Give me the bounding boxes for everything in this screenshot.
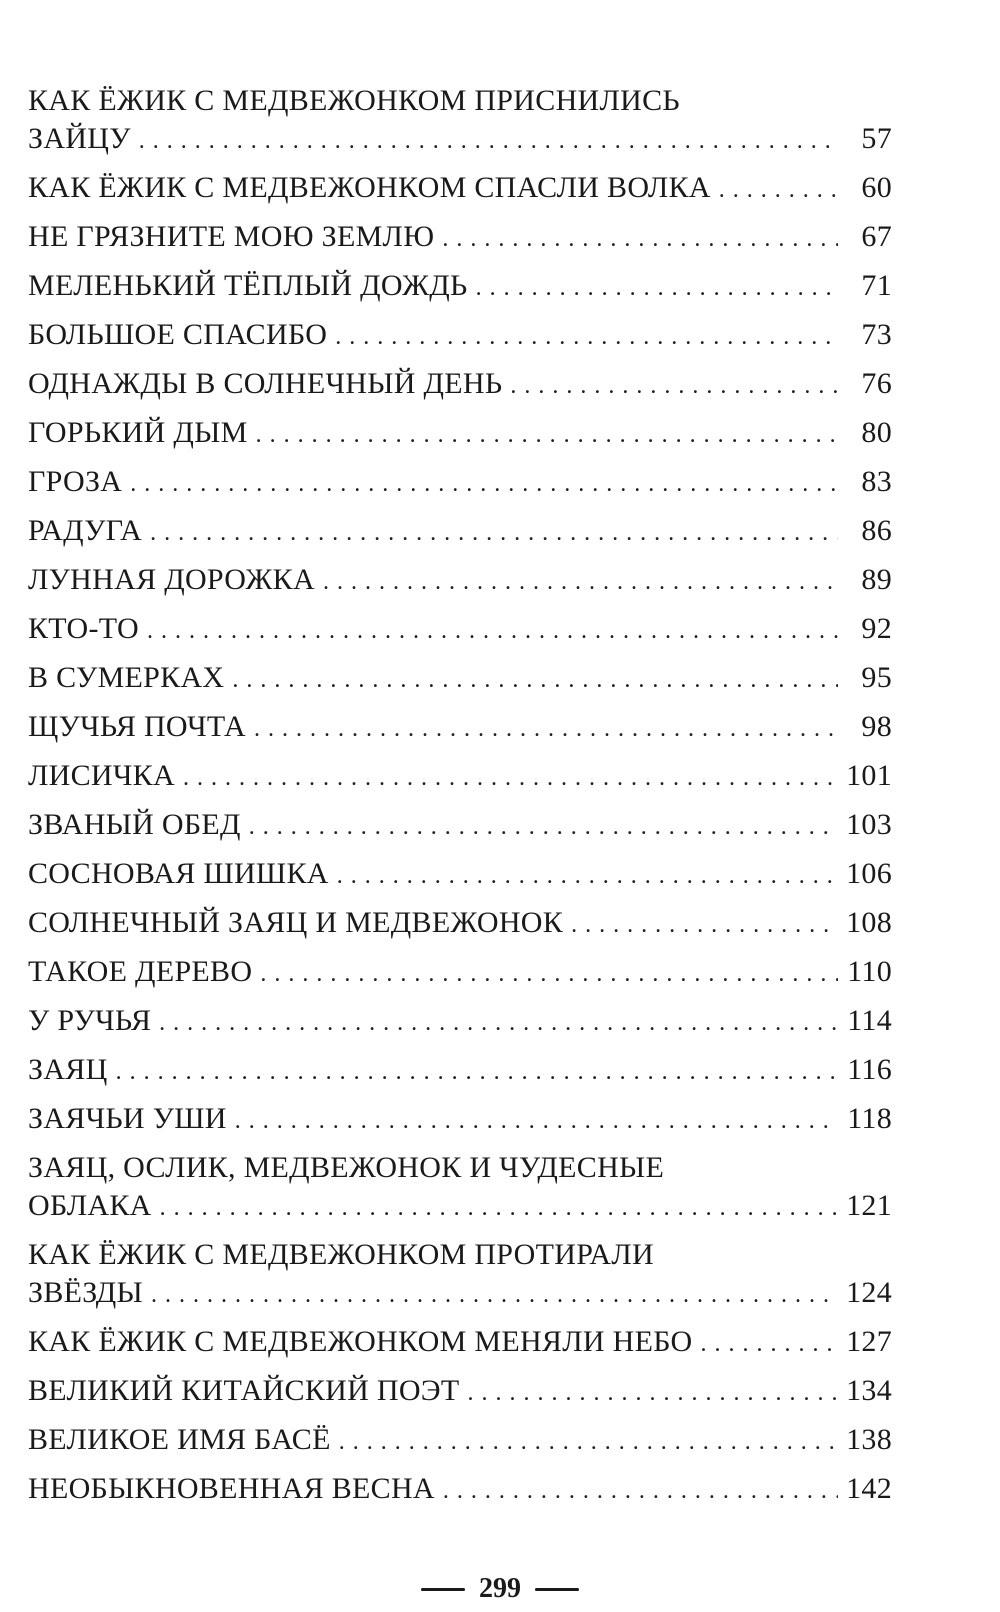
toc-entry-page: 121 <box>846 1189 892 1222</box>
dot-leader <box>160 1189 838 1227</box>
dot-leader <box>139 122 838 160</box>
toc-entry <box>28 1100 892 1138</box>
toc-entry <box>28 659 892 697</box>
toc-entry-page: 124 <box>846 1276 892 1309</box>
toc-entry-page: 134 <box>846 1374 892 1407</box>
dot-leader <box>442 220 838 258</box>
toc-entry-page: 73 <box>861 318 892 351</box>
dot-leader <box>335 318 838 356</box>
toc-entry-row <box>28 169 892 207</box>
toc-entry-page: 118 <box>847 1102 892 1135</box>
dot-leader <box>183 759 838 797</box>
toc-entry <box>28 1421 892 1459</box>
toc-entry-title: У РУЧЬЯ <box>28 1004 152 1037</box>
toc-entry-page: 76 <box>861 367 892 400</box>
toc-entry-title: КАК ЁЖИК С МЕДВЕЖОНКОМ ПРОТИРАЛИ <box>28 1238 654 1271</box>
dot-leader <box>323 563 838 601</box>
toc-entry-page: 80 <box>861 416 892 449</box>
dot-leader <box>256 416 838 454</box>
toc-entry-row <box>28 1470 892 1508</box>
toc-entry <box>28 1372 892 1410</box>
toc-entry-row <box>28 365 892 403</box>
toc-entry-title: СОЛНЕЧНЫЙ ЗАЯЦ И МЕДВЕЖОНОК <box>28 906 564 939</box>
dot-leader <box>150 514 838 552</box>
toc-entry-row <box>28 708 892 746</box>
toc-entry <box>28 1149 892 1225</box>
dot-leader <box>235 1102 838 1140</box>
toc-entry <box>28 82 892 158</box>
toc-entry-page: 110 <box>847 955 892 988</box>
toc-entry-title: ГРОЗА <box>28 465 123 498</box>
toc-entry-row <box>28 1100 892 1138</box>
toc-entry-row <box>28 1051 892 1089</box>
toc-entry-title: КАК ЁЖИК С МЕДВЕЖОНКОМ ПРИСНИЛИСЬ <box>28 84 680 117</box>
toc-entry <box>28 757 892 795</box>
toc-entry <box>28 414 892 452</box>
toc-entry-title: В СУМЕРКАХ <box>28 661 225 694</box>
toc-entry-title: СОСНОВАЯ ШИШКА <box>28 857 329 890</box>
toc-entry-row <box>28 659 892 697</box>
toc-entry-title: МЕЛЕНЬКИЙ ТЁПЛЫЙ ДОЖДЬ <box>28 269 468 302</box>
toc-entry <box>28 610 892 648</box>
toc-entry-title: РАДУГА <box>28 514 143 547</box>
toc-entry-row <box>28 120 892 158</box>
toc-entry-title: ВЕЛИКОЕ ИМЯ БАСЁ <box>28 1423 331 1456</box>
toc-entry-title: НЕОБЫКНОВЕННАЯ ВЕСНА <box>28 1472 435 1505</box>
toc-entry <box>28 904 892 942</box>
toc-entry <box>28 855 892 893</box>
toc-entry-page: 83 <box>861 465 892 498</box>
toc-entry <box>28 267 892 305</box>
toc-entry-row <box>28 757 892 795</box>
toc-entry <box>28 1470 892 1508</box>
toc-entry <box>28 169 892 207</box>
dot-leader <box>116 1053 838 1091</box>
dot-leader <box>249 808 838 846</box>
toc-entry <box>28 365 892 403</box>
toc-entry-page: 98 <box>861 710 892 743</box>
toc-entry-title: ЗАЯЦ <box>28 1053 108 1086</box>
toc-entry-row <box>28 1323 892 1361</box>
toc-entry-row <box>28 610 892 648</box>
toc-entry-page: 92 <box>861 612 892 645</box>
dot-leader <box>147 612 838 650</box>
toc-entry-row <box>28 855 892 893</box>
dot-leader <box>571 906 838 944</box>
toc-entry-title: БОЛЬШОЕ СПАСИБО <box>28 318 328 351</box>
toc-entry-title: ЗАЯЧЬИ УШИ <box>28 1102 227 1135</box>
toc-entry-page: 86 <box>861 514 892 547</box>
toc-entry-title: ЛИСИЧКА <box>28 759 175 792</box>
toc-entry-row <box>28 218 892 256</box>
toc-entry-page: 142 <box>846 1472 892 1505</box>
dot-leader <box>130 465 838 503</box>
toc-entry-row <box>28 904 892 942</box>
dot-leader <box>719 171 838 209</box>
dot-leader <box>476 269 838 307</box>
toc-entry-page: 67 <box>861 220 892 253</box>
toc-entry-row <box>28 561 892 599</box>
toc-entry-title: ЛУННАЯ ДОРОЖКА <box>28 563 315 596</box>
toc-entry <box>28 561 892 599</box>
toc-entry-title: ОДНАЖДЫ В СОЛНЕЧНЫЙ ДЕНЬ <box>28 367 503 400</box>
toc-entry-page: 116 <box>847 1053 892 1086</box>
toc-entry-row <box>28 806 892 844</box>
toc-entry-row <box>28 1421 892 1459</box>
toc-entry-title: ЗАЙЦУ <box>28 122 131 155</box>
toc-entry-page: 71 <box>861 269 892 302</box>
toc-entry-page: 127 <box>846 1325 892 1358</box>
toc-entry-title: ЗАЯЦ, ОСЛИК, МЕДВЕЖОНОК И ЧУДЕСНЫЕ <box>28 1151 665 1184</box>
dot-leader <box>254 710 838 748</box>
toc-entry <box>28 512 892 550</box>
table-of-contents <box>28 82 892 1519</box>
toc-entry-title: НЕ ГРЯЗНИТЕ МОЮ ЗЕМЛЮ <box>28 220 435 253</box>
toc-entry-row <box>28 316 892 354</box>
dot-leader <box>443 1472 838 1510</box>
toc-entry-page: 95 <box>861 661 892 694</box>
dot-leader <box>510 367 838 405</box>
toc-entry-row <box>28 953 892 991</box>
toc-entry-row <box>28 512 892 550</box>
toc-entry-page: 101 <box>846 759 892 792</box>
toc-entry-row <box>28 463 892 501</box>
toc-entry <box>28 708 892 746</box>
toc-entry-title: ЗВЁЗДЫ <box>28 1276 143 1309</box>
toc-entry-page: 138 <box>846 1423 892 1456</box>
toc-entry-page: 114 <box>847 1004 892 1037</box>
dot-leader <box>151 1276 838 1314</box>
toc-entry <box>28 953 892 991</box>
toc-entry-page: 103 <box>846 808 892 841</box>
toc-entry-title: ВЕЛИКИЙ КИТАЙСКИЙ ПОЭТ <box>28 1374 460 1407</box>
page-number-footer <box>0 1573 1000 1605</box>
toc-entry-row <box>28 1187 892 1225</box>
toc-entry-title: ЗВАНЫЙ ОБЕД <box>28 808 241 841</box>
toc-entry-row <box>28 1372 892 1410</box>
page-number: 299 <box>479 1573 521 1604</box>
toc-entry-page: 89 <box>861 563 892 596</box>
toc-entry-title: КАК ЁЖИК С МЕДВЕЖОНКОМ СПАСЛИ ВОЛКА <box>28 171 711 204</box>
toc-entry <box>28 316 892 354</box>
toc-entry <box>28 806 892 844</box>
toc-entry <box>28 218 892 256</box>
dot-leader <box>232 661 838 699</box>
toc-entry-page: 106 <box>846 857 892 890</box>
toc-entry-title: ГОРЬКИЙ ДЫМ <box>28 416 248 449</box>
dot-leader <box>260 955 838 993</box>
dot-leader <box>337 857 838 895</box>
dot-leader <box>159 1004 838 1042</box>
toc-entry-title: ОБЛАКА <box>28 1189 152 1222</box>
toc-entry <box>28 1051 892 1089</box>
toc-entry <box>28 1323 892 1361</box>
toc-entry-title: КТО-ТО <box>28 612 139 645</box>
toc-entry-row <box>28 1274 892 1312</box>
toc-entry-title: ЩУЧЬЯ ПОЧТА <box>28 710 247 743</box>
toc-entry-page: 60 <box>861 171 892 204</box>
toc-entry <box>28 1236 892 1312</box>
toc-entry-page: 108 <box>846 906 892 939</box>
toc-entry <box>28 1002 892 1040</box>
toc-entry-title: КАК ЁЖИК С МЕДВЕЖОНКОМ МЕНЯЛИ НЕБО <box>28 1325 693 1358</box>
dot-leader <box>468 1374 838 1412</box>
toc-entry-title: ТАКОЕ ДЕРЕВО <box>28 955 253 988</box>
toc-entry <box>28 463 892 501</box>
toc-entry-row <box>28 414 892 452</box>
dot-leader <box>339 1423 838 1461</box>
dot-leader <box>701 1325 838 1363</box>
toc-entry-row <box>28 267 892 305</box>
toc-entry-page: 57 <box>861 122 892 155</box>
toc-entry-row <box>28 1002 892 1040</box>
folio-dash-left <box>421 1588 465 1591</box>
folio-dash-right <box>535 1588 579 1591</box>
